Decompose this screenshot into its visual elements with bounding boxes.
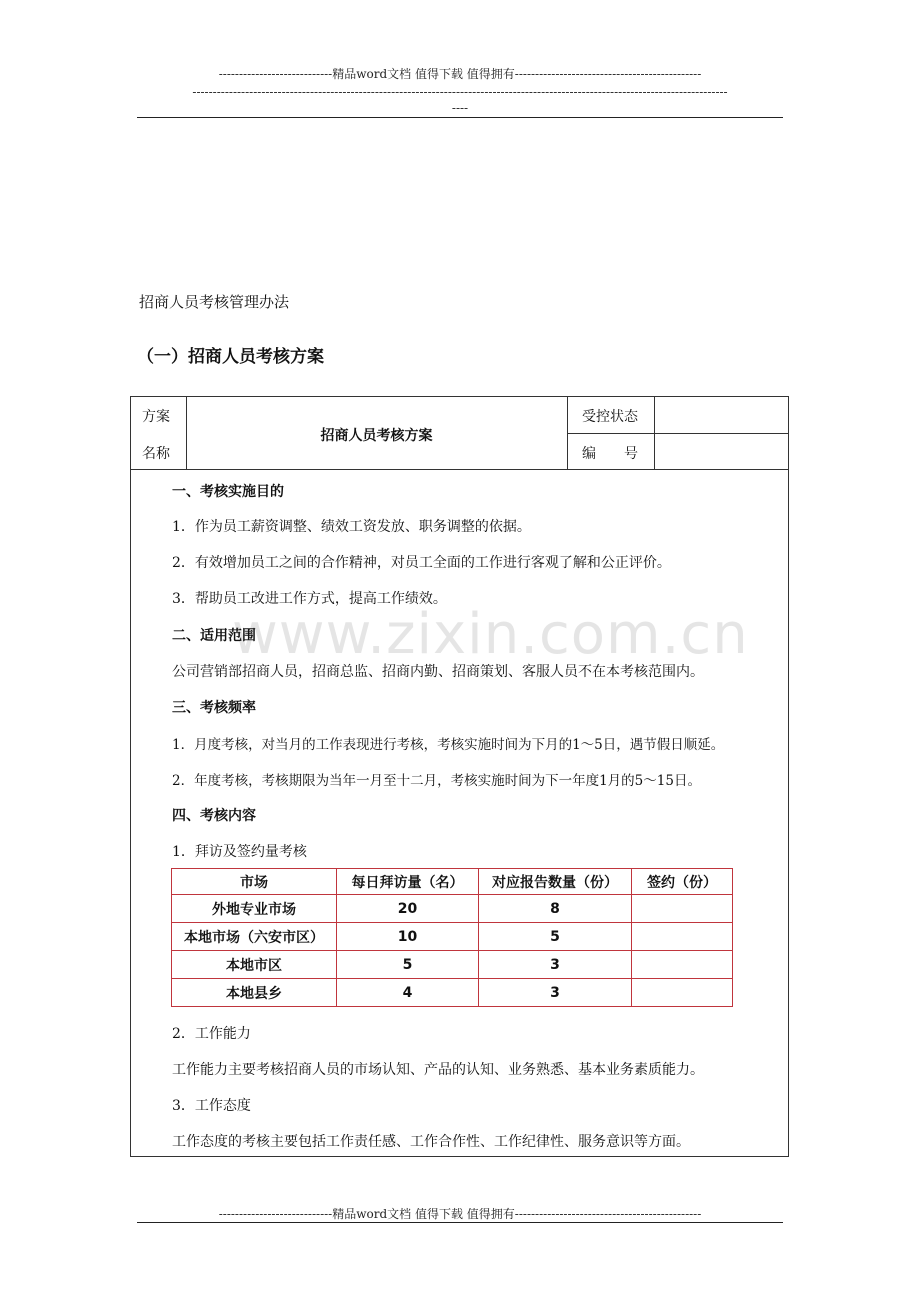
table-cell [632,895,733,923]
table-header-cell: 对应报告数量（份） [479,869,632,895]
section-2-title: 二、适用范围 [172,628,256,644]
section-4-text-3: 工作态度的考核主要包括工作责任感、工作合作性、工作纪律性、服务意识等方面。 [172,1134,690,1150]
table-cell: 外地专业市场 [172,895,337,923]
table-cell: 3 [479,979,632,1007]
table-header-cell: 市场 [172,869,337,895]
table-header-row [172,869,733,895]
plan-name-value: 招商人员考核方案 [320,428,433,444]
plan-name-label-1: 方案 [142,409,170,425]
form-divider [130,469,789,470]
section-4-sub-1: 1．拜访及签约量考核 [172,844,307,860]
plan-name-label-2: 名称 [142,446,170,462]
table-row [172,895,733,923]
page-header-line: ----------------------------精品word文档 值得下载 值得拥有---------------------------------------------- [218,67,702,81]
table-header-cell: 签约（份） [632,869,733,895]
section-1-item-1: 1．作为员工薪资调整、绩效工资发放、职务调整的依据。 [172,519,531,535]
table-cell: 5 [479,923,632,951]
table-cell: 20 [337,895,479,923]
table-cell: 本地市场（六安市区） [172,923,337,951]
section-4-sub-2: 2．工作能力 [172,1026,251,1042]
visit-signing-table [171,868,733,1007]
page-header-dash-line: ------------------------------------------------------------------------------------------------------------------------------------ [192,85,728,99]
table-cell: 本地县乡 [172,979,337,1007]
section-4-text-2: 工作能力主要考核招商人员的市场认知、产品的认知、业务熟悉、基本业务素质能力。 [172,1062,704,1078]
table-cell [632,979,733,1007]
table-header-cell: 每日拜访量（名） [337,869,479,895]
table-cell: 3 [479,951,632,979]
page-header-dash-tail: ---- [451,101,469,115]
table-row [172,979,733,1007]
section-title: （一）招商人员考核方案 [137,347,324,367]
table-cell: 5 [337,951,479,979]
section-1-title: 一、考核实施目的 [172,484,284,500]
page-footer-line: ----------------------------精品word文档 值得下载 值得拥有---------------------------------------------- [218,1207,702,1221]
table-row [172,923,733,951]
section-2-text: 公司营销部招商人员，招商总监、招商内勤、招商策划、客服人员不在本考核范围内。 [172,664,704,680]
table-cell: 10 [337,923,479,951]
table-row [172,951,733,979]
table-cell [632,951,733,979]
form-divider [567,433,789,434]
section-4-sub-3: 3．工作态度 [172,1098,251,1114]
number-label: 编 号 [582,446,638,462]
table-cell: 4 [337,979,479,1007]
footer-rule [137,1222,783,1223]
section-3-item-2: 2．年度考核，考核期限为当年一月至十二月，考核实施时间为下一年度1月的5～15日。 [172,773,701,789]
section-1-item-2: 2．有效增加员工之间的合作精神，对员工全面的工作进行客观了解和公正评价。 [172,555,671,571]
document-title: 招商人员考核管理办法 [139,293,290,311]
section-4-title: 四、考核内容 [172,808,256,824]
section-3-title: 三、考核频率 [172,700,256,716]
table-cell [632,923,733,951]
section-3-item-1: 1．月度考核，对当月的工作表现进行考核，考核实施时间为下月的1～5日，遇节假日顺延。 [172,737,725,753]
header-rule [137,117,783,118]
table-cell: 本地市区 [172,951,337,979]
section-1-item-3: 3．帮助员工改进工作方式，提高工作绩效。 [172,591,447,607]
table-cell: 8 [479,895,632,923]
control-status-label: 受控状态 [582,409,638,425]
watermark: www.zixin.com.cn [232,602,749,667]
